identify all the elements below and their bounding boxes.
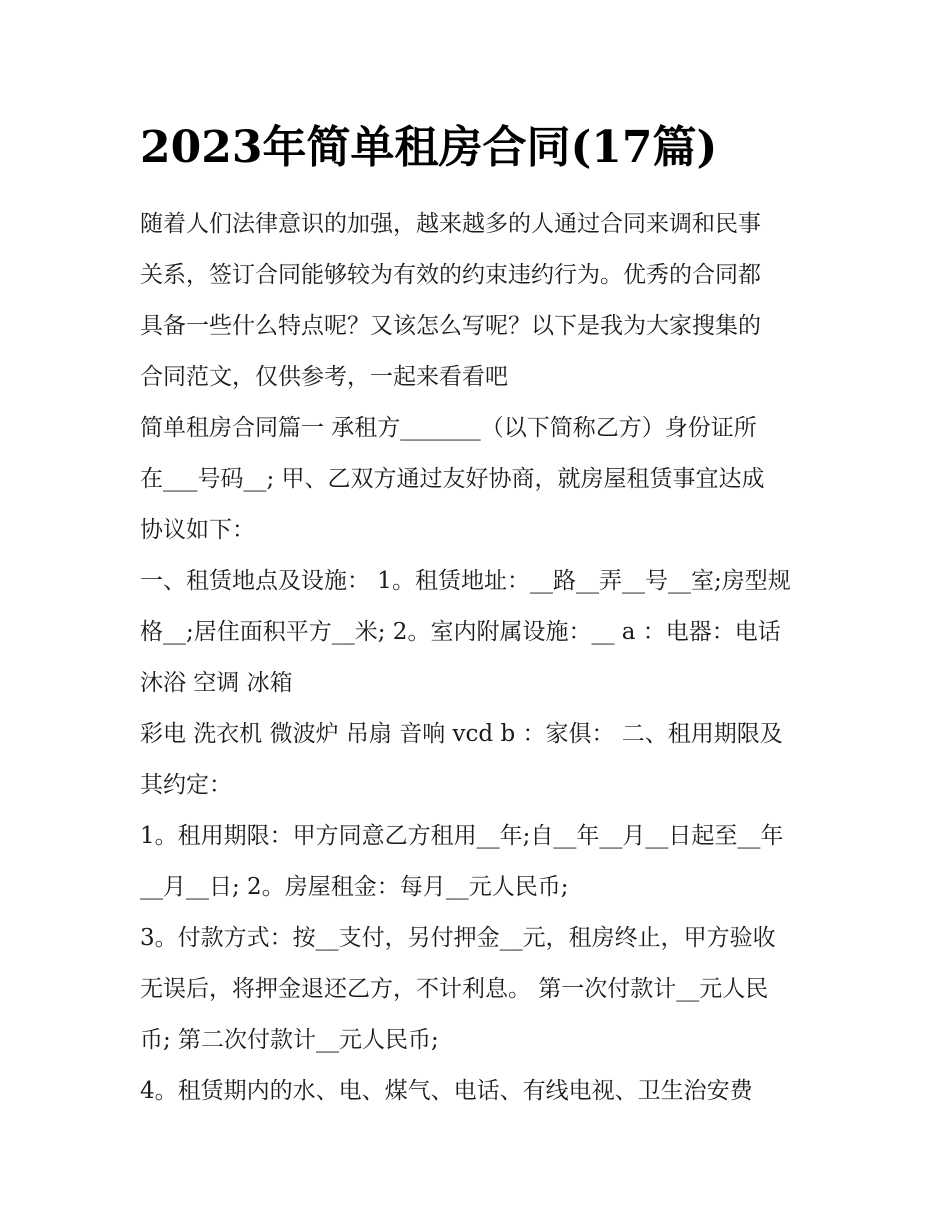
body-line: 币; 第二次付款计__元人民币; (140, 1027, 439, 1053)
body-line: 3。付款方式：按__支付，另付押金__元，租房终止，甲方验收 (140, 925, 776, 951)
body-line: 格__;居住面积平方__米; 2。室内附属设施：__ a ：电器：电话 (140, 619, 781, 645)
body-line: 具备一些什么特点呢？又该怎么写呢？以下是我为大家搜集的 (140, 313, 761, 339)
body-line: 合同范文，仅供参考，一起来看看吧 (140, 364, 508, 390)
document-body (140, 199, 820, 1117)
document-title: 2023年简单租房合同(17篇) (140, 122, 718, 173)
body-line: 一、租赁地点及设施： 1。租赁地址：__路__弄__号__室;房型规 (140, 568, 791, 594)
body-line: 协议如下： (140, 517, 255, 543)
body-line: 1。租用期限：甲方同意乙方租用__年;自__年__月__日起至__年 (140, 823, 784, 849)
body-line: 简单租房合同篇一 承租方_______（以下简称乙方）身份证所 (140, 415, 757, 441)
body-line: 无误后，将押金退还乙方，不计利息。 第一次付款计__元人民 (140, 976, 769, 1002)
body-line: 4。租赁期内的水、电、煤气、电话、有线电视、卫生治安费 (140, 1078, 753, 1104)
body-line: 随着人们法律意识的加强，越来越多的人通过合同来调和民事 (140, 211, 761, 237)
body-line: __月__日; 2。房屋租金：每月__元人民币; (140, 874, 569, 900)
body-line: 彩电 洗衣机 微波炉 吊扇 音响 vcd b ：家俱： 二、租用期限及 (140, 721, 783, 747)
body-line: 在___号码__; 甲、乙双方通过友好协商，就房屋租赁事宜达成 (140, 466, 765, 492)
body-line: 其约定： (140, 772, 232, 798)
body-line: 沐浴 空调 冰箱 (140, 670, 293, 696)
body-line: 关系，签订合同能够较为有效的约束违约行为。优秀的合同都 (140, 262, 761, 288)
